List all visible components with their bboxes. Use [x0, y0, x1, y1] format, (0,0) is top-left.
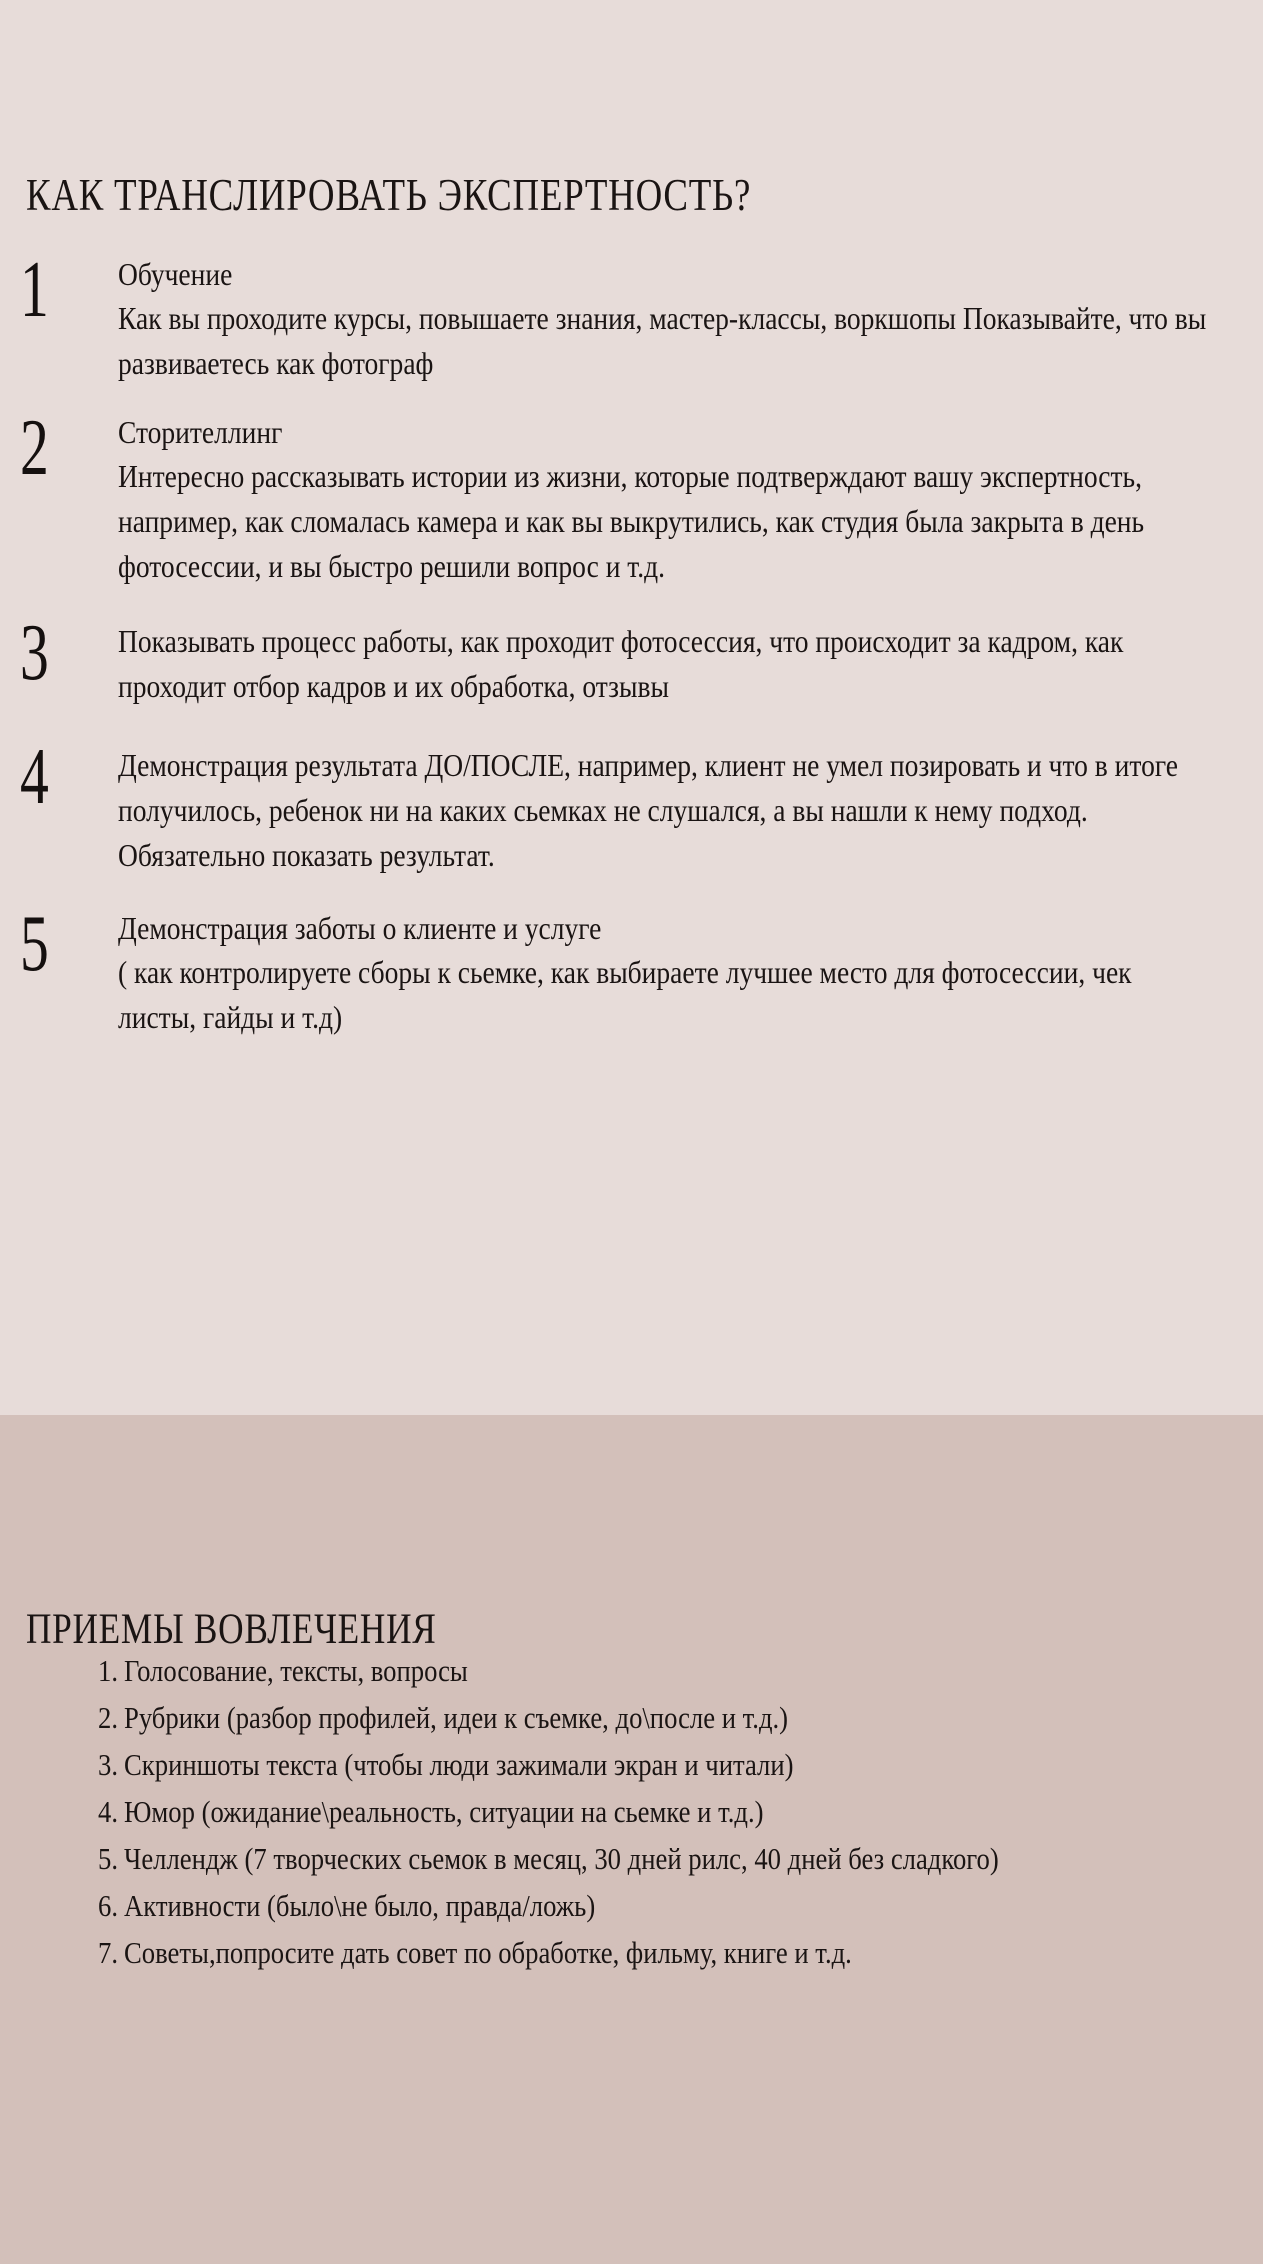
step-text: Показывать процесс работы, как проходит фотосессия, что происходит за кадром, как проходит отбор кадров и их обработка, отзывы: [118, 623, 1124, 704]
list-item-label: Рубрики (разбор профилей, идеи к съемке, до\после и т.д.): [124, 1700, 789, 1735]
step-text: Как вы проходите курсы, повышаете знания, мастер-классы, воркшопы Показывайте, что вы развиваетесь как фотограф: [118, 300, 1207, 381]
step-item: [0, 246, 1263, 386]
list-item: [0, 1742, 1263, 1787]
list-item-number: 6.: [98, 1888, 118, 1923]
step-lead: Сторителлинг: [118, 414, 283, 450]
list-item-label: Юмор (ожидание\реальность, ситуации на сьемке и т.д.): [124, 1794, 764, 1829]
step-item: [0, 404, 1263, 589]
list-item-label: Голосование, тексты, вопросы: [124, 1653, 468, 1688]
step-body: [118, 619, 1263, 709]
list-item-number: 4.: [98, 1794, 118, 1829]
step-item: [0, 733, 1263, 878]
list-item: [0, 1836, 1263, 1881]
list-item: [0, 1648, 1263, 1693]
list-item-label: Скриншоты текста (чтобы люди зажимали экран и читали): [124, 1747, 794, 1782]
step-text: ( как контролируете сборы к сьемке, как выбираете лучшее место для фотосессии, чек листы, гайды и т.д): [118, 954, 1132, 1035]
list-item: [0, 1930, 1263, 1975]
step-number: 5: [20, 900, 49, 988]
step-text: Интересно рассказывать истории из жизни, которые подтверждают вашу экспертность, например, как сломалась камера и как вы выкрутились, как студия была закрыта в день фотосессии, и вы быстро решили вопрос и т.д.: [118, 458, 1145, 584]
step-number: 2: [20, 404, 49, 492]
step-lead: Обучение: [118, 256, 233, 292]
list-item-number: 3.: [98, 1747, 118, 1782]
step-number: 1: [20, 246, 49, 334]
tips-list: [0, 1648, 1263, 1977]
list-item-label: Советы,попросите дать совет по обработке, фильму, книге и т.д.: [124, 1935, 852, 1970]
list-item-label: Активности (было\не было, правда/ложь): [124, 1888, 596, 1923]
step-item: [0, 609, 1263, 709]
step-body: [118, 410, 1263, 589]
list-item-number: 2.: [98, 1700, 118, 1735]
list-item: [0, 1883, 1263, 1928]
step-number: 4: [20, 733, 49, 821]
list-item-label: Челлендж (7 творческих сьемок в месяц, 30 дней рилс, 40 дней без сладкого): [124, 1841, 999, 1876]
list-item-number: 1.: [98, 1653, 118, 1688]
list-item: [0, 1695, 1263, 1740]
step-body: [118, 743, 1263, 878]
list-item: [0, 1789, 1263, 1834]
page-title: КАК ТРАНСЛИРОВАТЬ ЭКСПЕРТНОСТЬ?: [26, 170, 752, 221]
step-body: [118, 906, 1263, 1040]
steps-list: [0, 246, 1263, 1040]
list-item-number: 7.: [98, 1935, 118, 1970]
step-body: [118, 252, 1263, 386]
bottom-section-title: ПРИЕМЫ ВОВЛЕЧЕНИЯ: [26, 1605, 437, 1653]
list-item-number: 5.: [98, 1841, 118, 1876]
step-item: [0, 900, 1263, 1040]
step-text: Демонстрация результата ДО/ПОСЛЕ, например, клиент не умел позировать и что в итоге получилось, ребенок ни на каких сьемках не слушался, а вы нашли к нему подход. Обязательно показать результат.: [118, 747, 1178, 873]
step-lead: Демонстрация заботы о клиенте и услуге: [118, 910, 602, 946]
step-number: 3: [20, 609, 49, 697]
